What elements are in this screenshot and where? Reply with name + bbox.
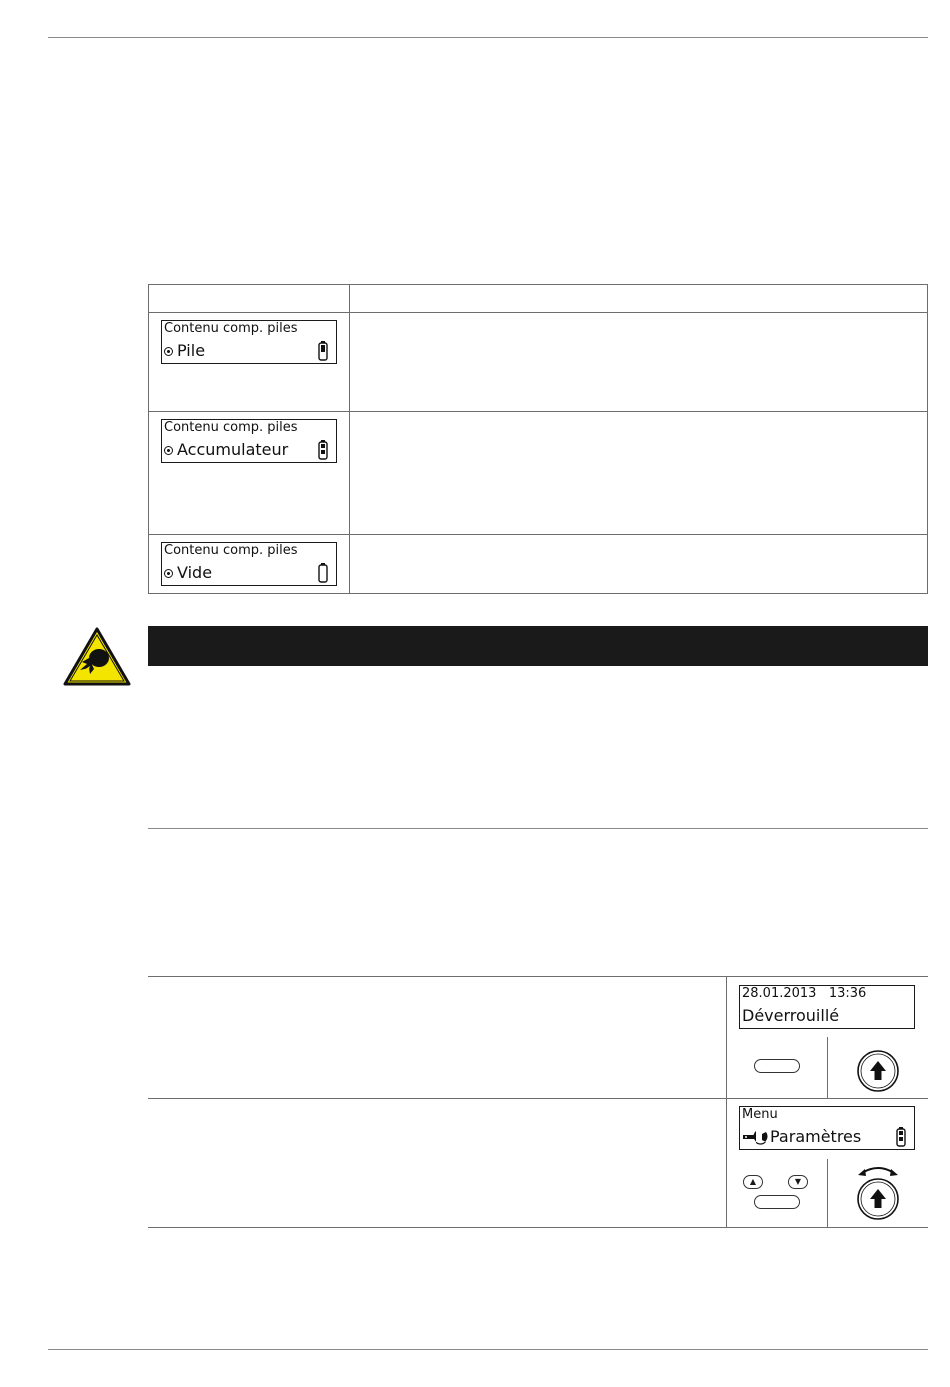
table-header-cell-display [149, 285, 350, 313]
lcd-display [739, 1106, 915, 1150]
header-rule [48, 37, 928, 38]
steps-table [148, 976, 928, 1228]
lcd-value [164, 440, 288, 460]
lcd-display [739, 985, 915, 1029]
table-row [149, 535, 928, 594]
lcd-value [742, 1006, 839, 1026]
table-cell-description [350, 313, 928, 412]
softkey-pill-icon [754, 1059, 800, 1073]
arrow-down-icon: ▼ [788, 1175, 808, 1189]
step-illustration [726, 977, 929, 1098]
lcd-value-text: Déverrouillé [742, 1006, 840, 1025]
lcd-value-text: Pile [177, 341, 206, 360]
control-divider [827, 1159, 828, 1227]
lcd-display [161, 320, 337, 364]
warning-header-bar [148, 626, 928, 666]
lcd-value-text: Accumulateur [177, 440, 289, 459]
rotate-push-knob-icon [853, 1159, 903, 1223]
table-cell-display [149, 313, 350, 412]
step-row [148, 1098, 928, 1228]
push-knob-icon [853, 1047, 903, 1093]
table-row [149, 313, 928, 412]
table-cell-description [350, 412, 928, 535]
battery-content-table [148, 284, 928, 594]
table-cell-display [149, 412, 350, 535]
lcd-display [161, 419, 337, 463]
radio-selected-icon [164, 569, 173, 578]
softkey-pill-icon [754, 1195, 800, 1209]
radio-selected-icon [164, 347, 173, 356]
lcd-title: Contenu comp. piles [164, 321, 298, 336]
control-divider [827, 1037, 828, 1098]
step-row [148, 976, 928, 1098]
lcd-value [742, 1127, 861, 1147]
lcd-value [164, 341, 205, 361]
wrench-icon [742, 1129, 768, 1145]
table-cell-description [350, 535, 928, 594]
lcd-title: Contenu comp. piles [164, 543, 298, 558]
battery-full-icon [318, 341, 328, 361]
battery-rechargeable-icon [318, 440, 328, 460]
table-cell-display [149, 535, 350, 594]
step-illustration [726, 1099, 929, 1227]
lcd-title: Contenu comp. piles [164, 420, 298, 435]
lcd-datetime: 28.01.2013 13:36 [742, 986, 867, 1001]
battery-rechargeable-icon [896, 1127, 906, 1147]
table-row [149, 412, 928, 535]
footer-rule [48, 1349, 928, 1350]
radio-selected-icon [164, 446, 173, 455]
table-header-cell-description [350, 285, 928, 313]
section-rule [148, 828, 928, 829]
table-header-row [149, 285, 928, 313]
lcd-display [161, 542, 337, 586]
explosion-warning-icon [62, 626, 132, 688]
lcd-title: Menu [742, 1107, 778, 1122]
arrow-up-icon: ▲ [743, 1175, 763, 1189]
lcd-value [164, 563, 212, 583]
lcd-value-text: Paramètres [770, 1127, 862, 1146]
lcd-value-text: Vide [177, 563, 213, 582]
battery-empty-icon [318, 563, 328, 583]
